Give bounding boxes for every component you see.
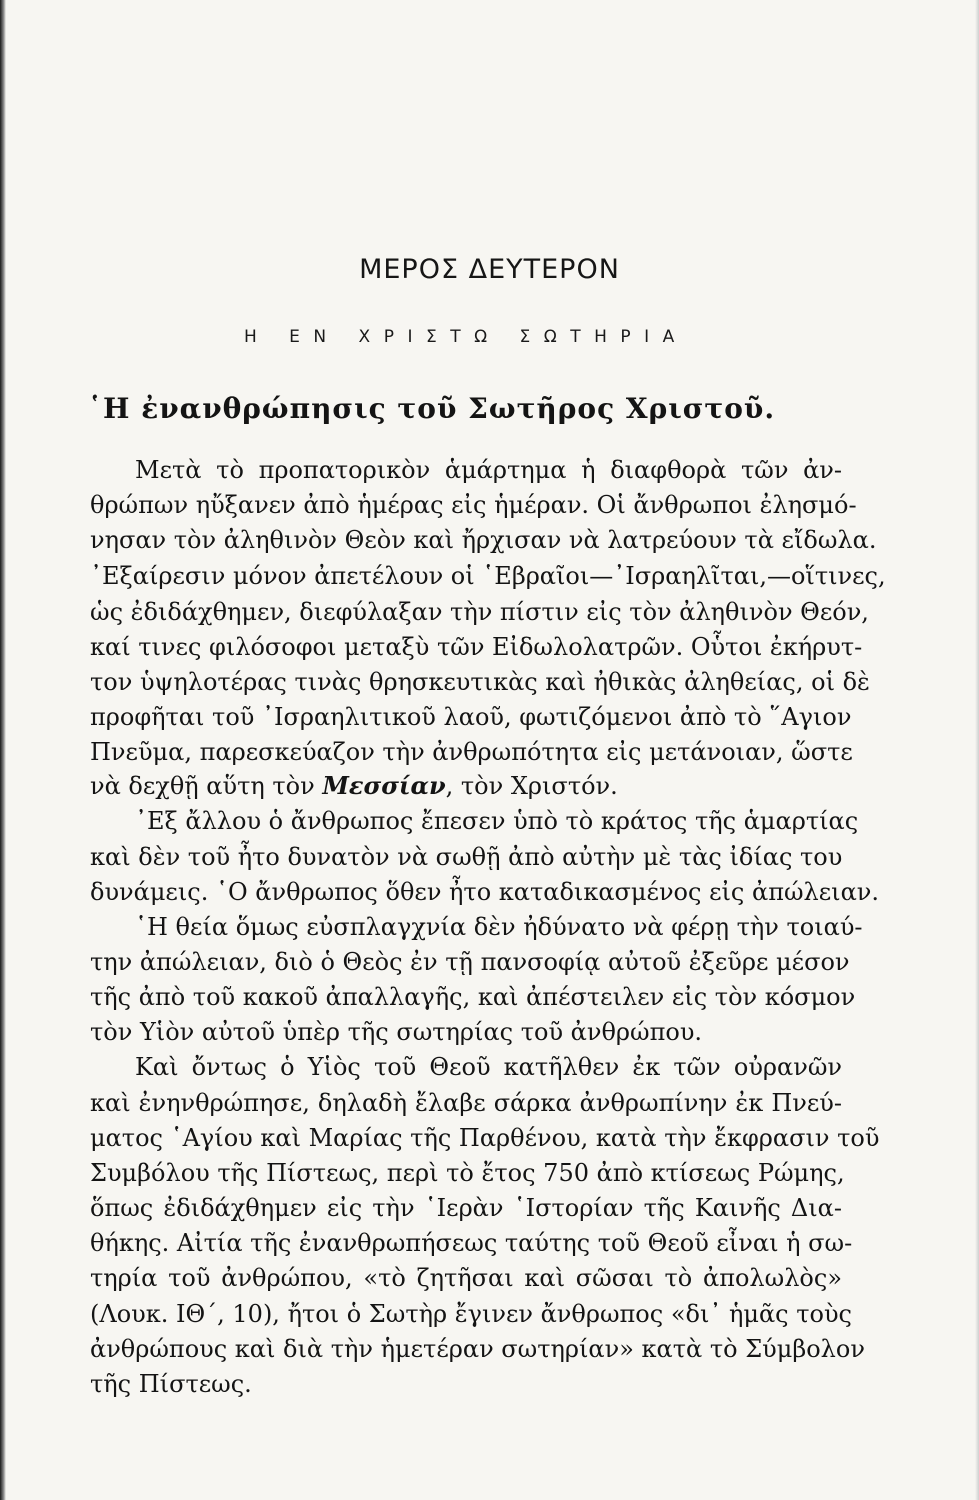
text-line: Συμβόλου τῆς Πίστεως, περὶ τὸ ἔτος 750 ἀπὸ κτίσεως Ρώμης, (90, 1159, 845, 1187)
text-segment: , τὸν Χριστόν. (445, 772, 618, 800)
text-line: νησαν τὸν ἀληθινὸν Θεὸν καὶ ἤρχισαν νὰ λατρεύουν τὰ εἴδωλα. (90, 526, 877, 554)
text-line: τῆς ἀπὸ τοῦ κακοῦ ἀπαλλαγῆς, καὶ ἀπέστειλεν εἰς τὸν κόσμον (90, 983, 856, 1011)
text-line: δυνάμεις. ῾Ο ἄνθρωπος ὅθεν ἦτο καταδικασμένος εἰς ἀπώλειαν. (90, 878, 880, 906)
text-line: τηρία τοῦ ἀνθρώπου, «τὸ ζητῆσαι καὶ σῶσαι τὸ ἀπολωλὸς» (90, 1264, 842, 1292)
text-line: ὅπως ἐδιδάχθημεν εἰς τὴν ῾Ιερὰν ῾Ιστορίαν τῆς Καινῆς Δια- (90, 1194, 842, 1222)
text-line: ᾿Εξ ἄλλου ὁ ἄνθρωπος ἔπεσεν ὑπὸ τὸ κράτος τῆς ἁμαρτίας (135, 807, 859, 835)
text-line: Μετὰ τὸ προπατορικὸν ἁμάρτημα ἡ διαφθορὰ τῶν ἀν- (135, 456, 842, 484)
text-line: (Λουκ. ΙΘ΄, 10), ἤτοι ὁ Σωτὴρ ἔγινεν ἄνθρωπος «δι᾿ ἡμᾶς τοὺς (90, 1300, 852, 1328)
text-line-emphasis (90, 771, 842, 801)
chapter-subtitle: Η ΕΝ ΧΡΙΣΤΩ ΣΩΤΗΡΙΑ (244, 327, 688, 347)
text-line: τῆς Πίστεως. (90, 1370, 252, 1398)
text-line: θήκης. Αἰτία τῆς ἐνανθρωπήσεως ταύτης τοῦ Θεοῦ εἶναι ἡ σω- (90, 1229, 853, 1257)
text-line: προφῆται τοῦ ᾿Ισραηλιτικοῦ λαοῦ, φωτιζόμενοι ἀπὸ τὸ ῞Αγιον (90, 703, 852, 731)
part-title: ΜΕΡΟΣ ΔΕΥΤΕΡΟΝ (359, 254, 620, 285)
text-line: καὶ δὲν τοῦ ἦτο δυνατὸν νὰ σωθῇ ἀπὸ αὐτὴν μὲ τὰς ἰδίας του (90, 843, 843, 871)
text-segment: νὰ δεχθῇ αὕτη τὸν (90, 772, 323, 800)
text-line: ᾿Εξαίρεσιν μόνον ἀπετέλουν οἱ ῾Εβραῖοι—᾿Ισραηλῖται,—οἵτινες, (90, 562, 886, 590)
text-line: τον ὑψηλοτέρας τινὰς θρησκευτικὰς καὶ ἠθικὰς ἀληθείας, οἱ δὲ (90, 668, 870, 696)
text-line: ἀνθρώπους καὶ διὰ τὴν ἡμετέραν σωτηρίαν» κατὰ τὸ Σύμβολον (90, 1335, 865, 1363)
text-line: ὡς ἐδιδάχθημεν, διεφύλαξαν τὴν πίστιν εἰς τὸν ἀληθινὸν Θεόν, (90, 598, 869, 626)
text-line: καὶ ἐνηνθρώπησε, δηλαδὴ ἔλαβε σάρκα ἀνθρωπίνην ἐκ Πνεύ- (90, 1089, 842, 1117)
text-line: ματος ῾Αγίου καὶ Μαρίας τῆς Παρθένου, κατὰ τὴν ἔκφρασιν τοῦ (90, 1124, 880, 1152)
section-heading: ῾Η ἐνανθρώπησις τοῦ Σωτῆρος Χριστοῦ. (88, 392, 776, 425)
text-line: ῾Η θεία ὅμως εὐσπλαγχνία δὲν ἠδύνατο νὰ φέρῃ τὴν τοιαύ- (135, 913, 863, 941)
text-line: την ἀπώλειαν, διὸ ὁ Θεὸς ἐν τῇ πανσοφίᾳ αὐτοῦ ἐξεῦρε μέσον (90, 948, 850, 976)
text-line: Πνεῦμα, παρεσκεύαζον τὴν ἀνθρωπότητα εἰς μετάνοιαν, ὥστε (90, 738, 853, 766)
text-line: θρώπων ηὔξανεν ἀπὸ ἡμέρας εἰς ἡμέραν. Οἱ ἄνθρωποι ἐλησμό- (90, 491, 857, 519)
text-line: τὸν Υἱὸν αὐτοῦ ὑπὲρ τῆς σωτηρίας τοῦ ἀνθρώπου. (90, 1018, 703, 1046)
text-line: Καὶ ὄντως ὁ Υἱὸς τοῦ Θεοῦ κατῆλθεν ἐκ τῶν οὐρανῶν (135, 1053, 842, 1081)
text-line: καί τινες φιλόσοφοι μεταξὺ τῶν Εἰδωλολατρῶν. Οὗτοι ἐκήρυτ- (90, 633, 863, 661)
emphasized-word: Μεσσίαν (322, 771, 446, 800)
